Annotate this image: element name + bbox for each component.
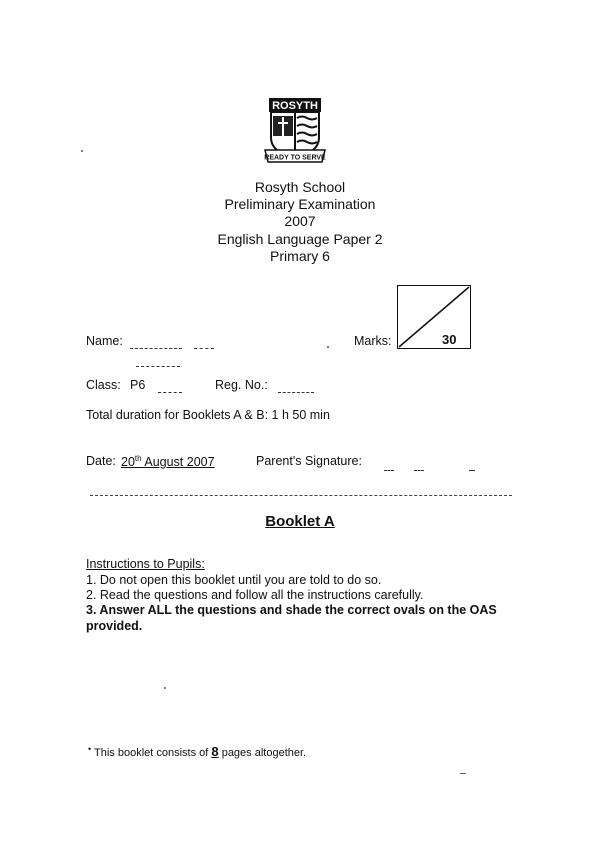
marks-total: 30 <box>442 332 457 347</box>
instruction-item-3: 3. Answer ALL the questions and shade the correct ovals on the OAS provided. <box>86 603 497 633</box>
footer-suffix: pages altogether. <box>218 747 307 759</box>
scan-speck <box>327 346 329 348</box>
school-name: Rosyth School <box>254 179 346 195</box>
reg-no-label: Reg. No.: <box>215 378 268 392</box>
name-blank[interactable] <box>130 336 266 372</box>
marks-box <box>397 285 471 349</box>
signature-blank[interactable] <box>384 458 484 476</box>
reg-no-blank[interactable] <box>278 380 314 398</box>
crest-shield-icon <box>262 96 328 166</box>
date-label: Date: <box>86 454 116 468</box>
footer-prefix: This booklet consists of <box>94 747 212 759</box>
date-suffix: th <box>134 454 142 463</box>
footer-bullet-icon: • <box>88 744 92 754</box>
crest-banner-text: ROSYTH <box>272 100 318 112</box>
duration-text: Total duration for Booklets A & B: 1 h 50 min <box>86 408 330 422</box>
instructions-heading: Instructions to Pupils: <box>86 557 205 571</box>
paper-title: English Language Paper 2 <box>217 231 383 247</box>
scan-speck <box>81 150 83 152</box>
crest-motto-text: READY TO SERVE <box>264 154 326 162</box>
level-title: Primary 6 <box>270 248 330 264</box>
separator-line <box>90 495 512 496</box>
marks-diagonal-line <box>398 286 470 348</box>
parent-signature-label: Parent's Signature: <box>256 454 362 468</box>
instruction-item-2: 2. Read the questions and follow all the instructions carefully. <box>86 588 424 602</box>
booklet-title: Booklet A <box>265 513 335 530</box>
name-label: Name: <box>86 334 123 348</box>
exam-title: Preliminary Examination <box>224 196 376 212</box>
footer-note <box>88 744 306 759</box>
date-value <box>121 454 215 469</box>
marks-label: Marks: <box>354 334 392 348</box>
class-blank[interactable] <box>158 380 182 398</box>
date-day: 20 <box>121 455 135 470</box>
class-label: Class: <box>86 378 121 392</box>
scan-speck <box>460 773 466 774</box>
exam-year: 2007 <box>284 213 316 229</box>
class-value: P6 <box>130 378 146 392</box>
scan-speck <box>164 687 166 689</box>
instruction-item-1: 1. Do not open this booklet until you are told to do so. <box>86 573 382 587</box>
footer-page-count: 8 <box>211 744 219 759</box>
date-rest: August 2007 <box>141 455 215 470</box>
school-crest <box>262 96 328 166</box>
